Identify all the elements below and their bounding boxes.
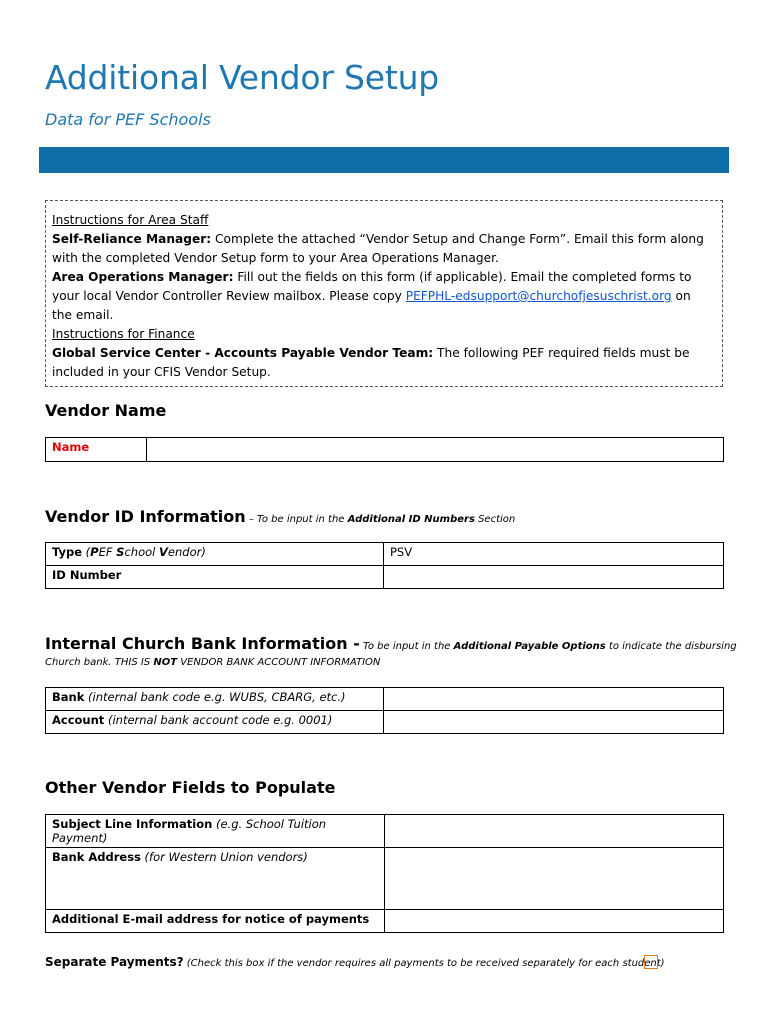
srm-label: Self-Reliance Manager: (52, 232, 212, 246)
bank-field[interactable] (384, 688, 724, 711)
church-bank-note-line2 (45, 657, 380, 668)
type-hint-p: P (90, 545, 99, 559)
subject-label-cell (46, 815, 385, 848)
other-fields-heading: Other Vendor Fields to Populate (45, 778, 336, 797)
vendor-id-heading-text: Vendor ID Information (45, 507, 246, 526)
bank-address-label-cell (46, 848, 385, 910)
church-bank-note2-bold: NOT (153, 657, 178, 668)
type-label-cell (46, 543, 384, 566)
srm-instruction (52, 230, 714, 268)
bank-hint: (internal bank code e.g. WUBS, CBARG, etc.) (84, 690, 346, 704)
account-hint: (internal bank account code e.g. 0001) (104, 713, 333, 727)
type-hint-chool: chool (124, 545, 159, 559)
vendor-name-heading: Vendor Name (45, 401, 167, 420)
aom-instruction (52, 268, 714, 325)
church-bank-table (45, 687, 724, 734)
other-fields-table (45, 814, 724, 933)
church-bank-note2-pre: Church bank. THIS IS (45, 657, 154, 668)
additional-email-label: Additional E-mail address for notice of payments (46, 910, 385, 933)
church-bank-note-bold: Additional Payable Options (453, 641, 606, 652)
account-label: Account (52, 713, 105, 727)
subject-hint: (e.g. School Tuition Payment) (52, 817, 327, 845)
vendor-id-heading (45, 507, 515, 526)
aom-text: Fill out the fields on this form (if applicable). Email the completed forms to your local Vendor Controller Review mailbox. Please copy (52, 270, 692, 303)
separate-payments-row (45, 955, 665, 969)
staff-instructions-heading: Instructions for Area Staff (52, 213, 209, 227)
support-email-link[interactable]: PEFPHL-edsupport@churchofjesuschrist.org (405, 289, 672, 303)
id-number-field[interactable] (384, 566, 724, 589)
additional-email-field[interactable] (385, 910, 724, 933)
type-hint-pre: ( (82, 545, 91, 559)
account-label-cell (46, 711, 384, 734)
bank-address-field[interactable] (385, 848, 724, 910)
bank-label-cell (46, 688, 384, 711)
gsc-text: The following PEF required fields must be included in your CFIS Vendor Setup. (52, 346, 690, 379)
church-bank-heading (45, 634, 737, 653)
finance-instructions-heading: Instructions for Finance (52, 327, 195, 341)
separate-payments-label: Separate Payments? (45, 955, 184, 969)
type-hint-v: V (159, 545, 168, 559)
header-bar (39, 147, 729, 173)
subject-label: Subject Line Information (52, 817, 213, 831)
type-hint-ef: EF (98, 545, 117, 559)
type-hint-s: S (116, 545, 125, 559)
gsc-label: Global Service Center - Accounts Payable Vendor Team: (52, 346, 434, 360)
vendor-name-table (45, 437, 724, 462)
type-hint-endor: endor) (167, 545, 206, 559)
type-label: Type (52, 545, 83, 559)
vendor-id-note-pre: – To be input in the (245, 514, 348, 525)
church-bank-note2-post: VENDOR BANK ACCOUNT INFORMATION (177, 657, 381, 668)
gsc-instruction (52, 344, 714, 382)
bank-address-label: Bank Address (52, 850, 141, 864)
separate-payments-hint: (Check this box if the vendor requires all payments to be received separately for each student) (183, 958, 665, 969)
church-bank-note-pre: To be input in the (359, 641, 454, 652)
name-label: Name (46, 438, 147, 462)
type-value-field[interactable]: PSV (384, 543, 724, 566)
instructions-box (45, 200, 723, 387)
church-bank-heading-text: Internal Church Bank Information - (45, 634, 360, 653)
vendor-id-note-post: Section (474, 514, 516, 525)
srm-text: Complete the attached “Vendor Setup and Change Form”. Email this form along with the completed Vendor Setup form to your Area Operations Manager. (52, 232, 704, 265)
vendor-id-table (45, 542, 724, 589)
separate-payments-checkbox[interactable] (644, 955, 658, 969)
type-hint (82, 545, 206, 559)
name-field[interactable] (147, 438, 724, 462)
page-title: Additional Vendor Setup (45, 58, 440, 97)
aom-label: Area Operations Manager: (52, 270, 234, 284)
church-bank-note-post: to indicate the disbursing (605, 641, 737, 652)
aom-text-end: on the email. (52, 289, 691, 322)
account-field[interactable] (384, 711, 724, 734)
bank-address-hint: (for Western Union vendors) (140, 850, 308, 864)
bank-label: Bank (52, 690, 85, 704)
subject-field[interactable] (385, 815, 724, 848)
id-number-label: ID Number (46, 566, 384, 589)
vendor-id-note-bold: Additional ID Numbers (347, 514, 475, 525)
page-subtitle: Data for PEF Schools (45, 110, 211, 129)
